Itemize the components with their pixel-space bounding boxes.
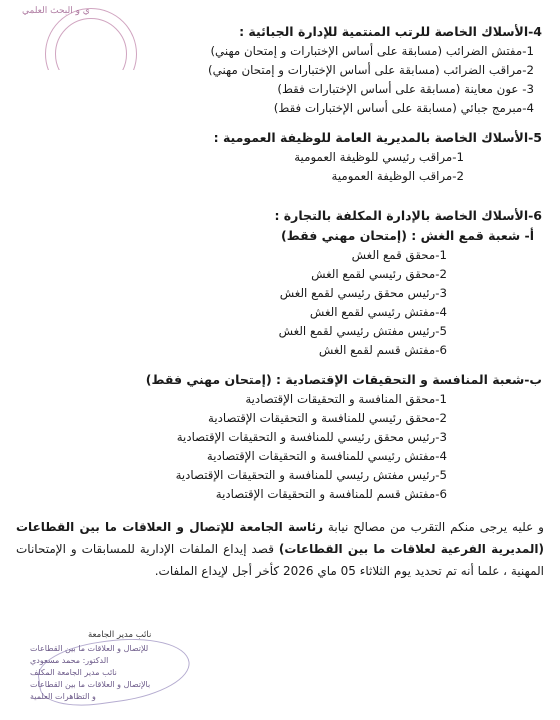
list-item: 1-محقق قمع الغش bbox=[351, 248, 447, 262]
list-item: 2-مراقب الوظيفة العمومية bbox=[331, 169, 464, 183]
list-item: 2-محقق رئيسي للمنافسة و التحقيقات الإقتصادية bbox=[208, 411, 447, 425]
subsection-title-competition: ب-شعبة المنافسة و التحقيقات الإقتصادية : (إمتحان مهني فقط) bbox=[145, 372, 542, 387]
list-item: 6-مفتش قسم لقمع الغش bbox=[318, 343, 447, 357]
list-item: 3- عون معاينة (مسابقة على أساس الإختبارات فقط) bbox=[277, 82, 534, 96]
list-item: 4-مبرمج جبائي (مسابقة على أساس الإختبارات فقط) bbox=[273, 101, 534, 115]
signature-line: و التظاهرات العلمية bbox=[30, 692, 96, 701]
list-item: 3-رئيس محقق رئيسي لقمع الغش bbox=[279, 286, 447, 300]
section-commerce bbox=[18, 206, 542, 360]
subsection-title-fraud: أ- شعبة قمع الغش : (إمتحان مهني فقط) bbox=[280, 228, 534, 243]
notice-intro: و عليه يرجى منكم التقرب من مصالح نيابة bbox=[322, 520, 544, 534]
list-item: 3-رئيس محقق رئيسي للمنافسة و التحقيقات الإقتصادية bbox=[176, 430, 447, 444]
section-heading: 5-الأسلاك الخاصة بالمديرية العامة للوظيفة العمومية : bbox=[213, 130, 542, 145]
signature-line: نائب مدير الجامعة المكلف bbox=[30, 668, 117, 677]
list-item: 6-مفتش قسم للمنافسة و التحقيقات الإقتصادية bbox=[215, 487, 447, 501]
list-item: 1-مفتش الضرائب (مسابقة على أساس الإختبارات و إمتحان مهني) bbox=[210, 44, 534, 58]
list-item: 4-مفتش رئيسي للمنافسة و التحقيقات الإقتصادية bbox=[206, 449, 447, 463]
notice-deadline: قصد إيداع الملفات الإدارية للمسابقات و الإمتحانات المهنية ، علما أنه تم تحديد يوم الثلاثاء 05 ماي 2026 كأخر أجل لإيداع الملفات. bbox=[16, 542, 544, 578]
signature-block bbox=[30, 630, 210, 710]
section-public-service bbox=[18, 128, 542, 186]
signature-line: للإتصال و العلاقات ما بين القطاعات bbox=[30, 644, 149, 653]
subsection-competition bbox=[18, 370, 542, 504]
list-item: 2-محقق رئيسي لقمع الغش bbox=[311, 267, 447, 281]
section-heading: 6-الأسلاك الخاصة بالإدارة المكلفة بالتجارة : bbox=[274, 208, 542, 223]
notice-office: رئاسة الجامعة للإتصال و العلاقات ما بين القطاعات (المديرية الفرعية لعلاقات ما بين القطاعات) bbox=[16, 520, 545, 556]
list-item: 5-رئيس مفتش رئيسي لقمع الغش bbox=[278, 324, 447, 338]
list-item: 4-مفتش رئيسي لقمع الغش bbox=[309, 305, 447, 319]
signature-line: الدكتور: محمد مسعودي bbox=[30, 656, 109, 665]
list-item: 2-مراقب الضرائب (مسابقة على أساس الإختبارات و إمتحان مهني) bbox=[208, 63, 534, 77]
signature-title: نائب مدير الجامعة bbox=[88, 630, 152, 640]
deadline-notice bbox=[16, 516, 544, 582]
list-item: 5-رئيس مفتش رئيسي للمنافسة و التحقيقات الإقتصادية bbox=[175, 468, 447, 482]
section-tax-administration bbox=[18, 22, 542, 118]
list-item: 1-محقق المنافسة و التحقيقات الإقتصادية bbox=[245, 392, 447, 406]
stamp-text: ي و البحث العلمي bbox=[22, 6, 90, 16]
section-heading: 4-الأسلاك الخاصة للرتب المنتمية للإدارة الجبائية : bbox=[239, 24, 542, 39]
list-item: 1-مراقب رئيسي للوظيفة العمومية bbox=[294, 150, 464, 164]
signature-line: بالإتصال و العلاقات ما بين القطاعات bbox=[30, 680, 151, 689]
